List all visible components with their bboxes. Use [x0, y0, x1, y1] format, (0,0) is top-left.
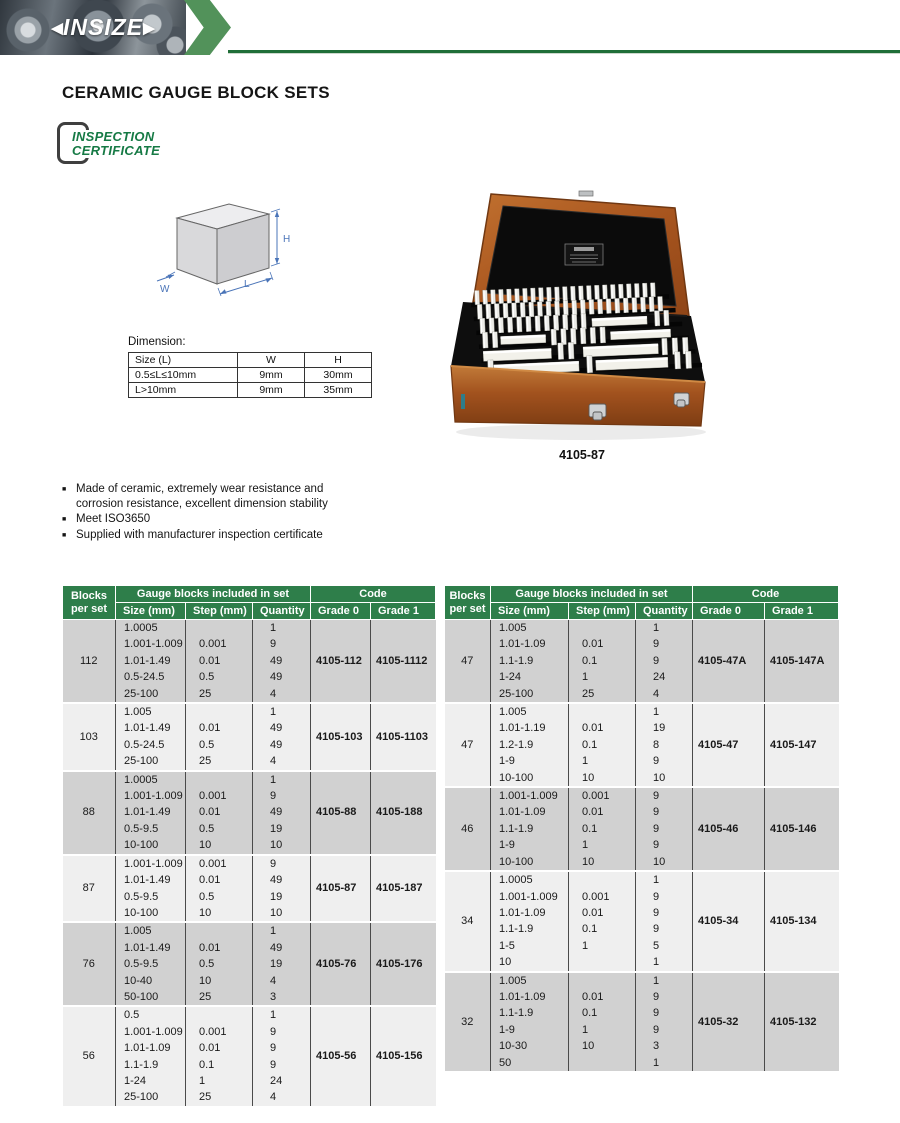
quantity-cell: 8: [636, 737, 693, 753]
step-cell: 0.5: [186, 669, 253, 685]
size-cell: 1.01-1.49: [116, 940, 186, 956]
size-cell: 1.01-1.09: [491, 989, 569, 1005]
table-row: [63, 703, 436, 720]
quantity-cell: 24: [253, 1073, 311, 1089]
header-quantity: Quantity: [636, 603, 693, 620]
size-cell: 0.5-24.5: [116, 669, 186, 685]
quantity-cell: 10: [636, 854, 693, 871]
step-cell: 0.01: [186, 872, 253, 888]
table-row: [445, 703, 839, 720]
insize-logo: [28, 14, 178, 41]
quantity-cell: 9: [253, 855, 311, 872]
table-row: [63, 620, 436, 637]
size-cell: 1.1-1.9: [491, 821, 569, 837]
dim-header-size: Size (L): [129, 353, 238, 368]
dim-label-w: W: [160, 284, 170, 295]
size-cell: 1.01-1.49: [116, 653, 186, 669]
quantity-cell: 1: [636, 703, 693, 720]
size-cell: 1.005: [491, 972, 569, 989]
step-cell: 0.001: [186, 636, 253, 652]
blocks-count-cell: 76: [63, 922, 116, 1006]
quantity-cell: 19: [253, 889, 311, 905]
quantity-cell: 1: [636, 620, 693, 637]
size-cell: 1.0005: [116, 771, 186, 788]
step-cell: 0.5: [186, 956, 253, 972]
step-cell: 0.01: [569, 989, 636, 1005]
step-cell: 10: [569, 770, 636, 787]
step-cell: 10: [569, 854, 636, 871]
header-grade1: Grade 1: [371, 603, 436, 620]
quantity-cell: 9: [253, 1057, 311, 1073]
dim-cell: 35mm: [305, 383, 372, 398]
header-gauge-blocks: Gauge blocks included in set: [116, 586, 311, 603]
size-cell: 1.01-1.09: [491, 636, 569, 652]
header-grade0: Grade 0: [693, 603, 765, 620]
step-cell: 0.1: [569, 653, 636, 669]
size-cell: 10-100: [491, 854, 569, 871]
size-cell: 1.01-1.49: [116, 720, 186, 736]
quantity-cell: 4: [253, 1089, 311, 1105]
step-cell: 0.1: [569, 921, 636, 937]
table-row: [445, 787, 839, 804]
step-cell: 25: [186, 686, 253, 703]
quantity-cell: 49: [253, 940, 311, 956]
quantity-cell: 9: [636, 989, 693, 1005]
header-code: Code: [311, 586, 436, 603]
table-row: [445, 620, 839, 637]
table-row: [63, 922, 436, 939]
case-shadow: [456, 424, 706, 440]
quantity-cell: 1: [253, 1006, 311, 1023]
step-cell: [569, 871, 636, 888]
step-cell: 1: [569, 837, 636, 853]
product-photo: [443, 190, 721, 453]
size-cell: 1-24: [116, 1073, 186, 1089]
step-cell: 0.001: [186, 1024, 253, 1040]
size-cell: 10-100: [116, 837, 186, 854]
quantity-cell: 49: [253, 737, 311, 753]
size-cell: 25-100: [116, 1089, 186, 1105]
step-cell: 0.5: [186, 821, 253, 837]
certificate-label: INSPECTION CERTIFICATE: [72, 129, 161, 158]
table-row: [445, 871, 839, 888]
dimension-table: [128, 352, 372, 398]
blocks-count-cell: 34: [445, 871, 491, 971]
step-cell: 0.1: [569, 737, 636, 753]
step-cell: 1: [569, 1022, 636, 1038]
quantity-cell: 1: [253, 703, 311, 720]
size-cell: 1.01-1.09: [116, 1040, 186, 1056]
size-cell: 1-9: [491, 753, 569, 769]
size-cell: 0.5-9.5: [116, 956, 186, 972]
size-cell: 1.001-1.009: [116, 855, 186, 872]
grade0-code-cell: 4105-56: [311, 1006, 371, 1105]
product-code: 4105-87: [559, 448, 605, 462]
step-cell: 25: [186, 1089, 253, 1105]
size-cell: 25-100: [116, 686, 186, 703]
quantity-cell: 1: [636, 972, 693, 989]
quantity-cell: 9: [636, 1005, 693, 1021]
quantity-cell: 9: [636, 804, 693, 820]
quantity-cell: 10: [253, 837, 311, 854]
size-cell: 1.001-1.009: [116, 788, 186, 804]
size-cell: 1-9: [491, 837, 569, 853]
dim-cell: 9mm: [238, 368, 305, 383]
step-cell: 0.01: [186, 940, 253, 956]
dimension-caption: Dimension:: [128, 336, 186, 348]
step-cell: 10: [186, 973, 253, 989]
quantity-cell: 4: [636, 686, 693, 703]
size-cell: 1.0005: [116, 620, 186, 637]
size-cell: 1.005: [116, 922, 186, 939]
step-cell: 0.001: [569, 787, 636, 804]
feature-list: [62, 482, 352, 543]
gauge-block-diagram: [152, 198, 302, 313]
dim-header-w: W: [238, 353, 305, 368]
quantity-cell: 9: [636, 653, 693, 669]
side-latch: [674, 393, 689, 407]
size-cell: 1.01-1.09: [491, 804, 569, 820]
step-cell: [569, 620, 636, 637]
dim-cell: 0.5≤L≤10mm: [129, 368, 238, 383]
size-cell: 1.1-1.9: [491, 1005, 569, 1021]
quantity-cell: 4: [253, 753, 311, 770]
step-cell: 0.01: [569, 636, 636, 652]
grade1-code-cell: 4105-147: [765, 703, 839, 787]
feature-item: ■ Supplied with manufacturer inspection certificate: [62, 528, 352, 543]
size-cell: 10-100: [491, 770, 569, 787]
quantity-cell: 19: [253, 956, 311, 972]
gauge-sets-table-right: [444, 585, 839, 1071]
step-cell: [186, 771, 253, 788]
step-cell: 1: [569, 669, 636, 685]
size-cell: 25-100: [116, 753, 186, 770]
quantity-cell: 5: [636, 938, 693, 954]
header-blocks-per-set: Blocks per set: [445, 586, 491, 620]
grade0-code-cell: 4105-47: [693, 703, 765, 787]
quantity-cell: 9: [253, 1024, 311, 1040]
feature-item: ■ Made of ceramic, extremely wear resistance and corrosion resistance, excellent dimension stability: [62, 482, 352, 511]
size-cell: 1.005: [491, 703, 569, 720]
step-cell: 0.5: [186, 737, 253, 753]
grade1-code-cell: 4105-146: [765, 787, 839, 871]
blocks-count-cell: 88: [63, 771, 116, 855]
header-grade1: Grade 1: [765, 603, 839, 620]
side-tag: [461, 394, 465, 409]
step-cell: 25: [186, 753, 253, 770]
size-cell: 1.005: [116, 703, 186, 720]
blocks-count-cell: 103: [63, 703, 116, 771]
quantity-cell: 1: [253, 922, 311, 939]
step-cell: [569, 703, 636, 720]
blocks-count-cell: 87: [63, 855, 116, 923]
logo-right-arrow-icon: ▶: [143, 20, 155, 37]
grade1-code-cell: 4105-134: [765, 871, 839, 971]
header-rule: [228, 50, 900, 54]
step-cell: 0.01: [569, 804, 636, 820]
dim-label-h: H: [283, 234, 291, 245]
size-cell: 1.1-1.9: [116, 1057, 186, 1073]
blocks-count-cell: 47: [445, 703, 491, 787]
blocks-count-cell: 56: [63, 1006, 116, 1105]
grade1-code-cell: 4105-176: [371, 922, 436, 1006]
size-cell: 1.001-1.009: [116, 1024, 186, 1040]
quantity-cell: 9: [636, 636, 693, 652]
step-cell: 10: [569, 1038, 636, 1054]
dim-cell: L>10mm: [129, 383, 238, 398]
step-cell: [186, 620, 253, 637]
quantity-cell: 9: [253, 636, 311, 652]
size-cell: 0.5-9.5: [116, 821, 186, 837]
page-title: CERAMIC GAUGE BLOCK SETS: [62, 83, 330, 102]
step-cell: 0.001: [186, 855, 253, 872]
size-cell: 1.005: [491, 620, 569, 637]
quantity-cell: 49: [253, 804, 311, 820]
step-cell: 0.01: [186, 653, 253, 669]
quantity-cell: 9: [636, 1022, 693, 1038]
step-cell: 0.1: [569, 1005, 636, 1021]
header-step: Step (mm): [186, 603, 253, 620]
grade0-code-cell: 4105-47A: [693, 620, 765, 704]
size-cell: 0.5-24.5: [116, 737, 186, 753]
quantity-cell: 9: [253, 1040, 311, 1056]
quantity-cell: 24: [636, 669, 693, 685]
green-chevron-icon: [184, 0, 231, 55]
step-cell: 0.1: [186, 1057, 253, 1073]
dim-header-h: H: [305, 353, 372, 368]
size-cell: 50: [491, 1055, 569, 1071]
size-cell: 1.01-1.49: [116, 804, 186, 820]
size-cell: 1.01-1.49: [116, 872, 186, 888]
header-size: Size (mm): [116, 603, 186, 620]
inspection-certificate-badge: [57, 120, 197, 170]
step-cell: [186, 1006, 253, 1023]
step-cell: 25: [569, 686, 636, 703]
header-gauge-blocks: Gauge blocks included in set: [491, 586, 693, 603]
step-cell: 0.01: [569, 905, 636, 921]
grade0-code-cell: 4105-32: [693, 972, 765, 1071]
quantity-cell: 9: [636, 787, 693, 804]
step-cell: 1: [569, 938, 636, 954]
grade1-code-cell: 4105-132: [765, 972, 839, 1071]
size-cell: 1.001-1.009: [491, 787, 569, 804]
quantity-cell: 9: [253, 788, 311, 804]
size-cell: 1.1-1.9: [491, 653, 569, 669]
quantity-cell: 19: [636, 720, 693, 736]
dim-cell: 9mm: [238, 383, 305, 398]
header-step: Step (mm): [569, 603, 636, 620]
size-cell: 1.01-1.09: [491, 905, 569, 921]
quantity-cell: 3: [253, 989, 311, 1006]
size-cell: 1.001-1.009: [491, 889, 569, 905]
size-cell: 10-30: [491, 1038, 569, 1054]
size-cell: 1.2-1.9: [491, 737, 569, 753]
table-row: [63, 855, 436, 872]
header-grade0: Grade 0: [311, 603, 371, 620]
grade0-code-cell: 4105-87: [311, 855, 371, 923]
grade1-code-cell: 4105-156: [371, 1006, 436, 1105]
quantity-cell: 10: [253, 905, 311, 922]
step-cell: [186, 922, 253, 939]
grade1-code-cell: 4105-147A: [765, 620, 839, 704]
grade1-code-cell: 4105-1112: [371, 620, 436, 704]
header-code: Code: [693, 586, 839, 603]
header-quantity: Quantity: [253, 603, 311, 620]
size-cell: 1.1-1.9: [491, 921, 569, 937]
grade0-code-cell: 4105-112: [311, 620, 371, 704]
grade0-code-cell: 4105-76: [311, 922, 371, 1006]
grade0-code-cell: 4105-103: [311, 703, 371, 771]
block-left-face: [177, 218, 217, 284]
quantity-cell: 9: [636, 753, 693, 769]
step-cell: 0.5: [186, 889, 253, 905]
grade0-code-cell: 4105-46: [693, 787, 765, 871]
grade0-code-cell: 4105-34: [693, 871, 765, 971]
quantity-cell: 1: [636, 954, 693, 971]
quantity-cell: 49: [253, 653, 311, 669]
quantity-cell: 1: [253, 620, 311, 637]
quantity-cell: 49: [253, 669, 311, 685]
quantity-cell: 4: [253, 686, 311, 703]
quantity-cell: 9: [636, 837, 693, 853]
size-cell: 25-100: [491, 686, 569, 703]
grade0-code-cell: 4105-88: [311, 771, 371, 855]
step-cell: 1: [569, 753, 636, 769]
feature-item: ■ Meet ISO3650: [62, 512, 352, 527]
size-cell: 0.5-9.5: [116, 889, 186, 905]
quantity-cell: 9: [636, 921, 693, 937]
size-cell: 1-5: [491, 938, 569, 954]
step-cell: 0.1: [569, 821, 636, 837]
step-cell: [569, 1055, 636, 1071]
table-row: [63, 771, 436, 788]
size-cell: 10-40: [116, 973, 186, 989]
grade1-code-cell: 4105-188: [371, 771, 436, 855]
step-cell: [569, 972, 636, 989]
step-cell: 0.001: [186, 788, 253, 804]
size-cell: 1.01-1.19: [491, 720, 569, 736]
quantity-cell: 19: [253, 821, 311, 837]
header-machinery-photo: [0, 0, 186, 55]
quantity-cell: 1: [253, 771, 311, 788]
step-cell: [186, 703, 253, 720]
step-cell: 0.01: [569, 720, 636, 736]
quantity-cell: 49: [253, 720, 311, 736]
quantity-cell: 1: [636, 1055, 693, 1071]
logo-left-arrow-icon: ◀: [51, 20, 63, 37]
quantity-cell: 9: [636, 821, 693, 837]
blocks-count-cell: 32: [445, 972, 491, 1071]
step-cell: 1: [186, 1073, 253, 1089]
gauge-sets-table-left: [62, 585, 436, 1106]
size-cell: 1-9: [491, 1022, 569, 1038]
blocks-count-cell: 47: [445, 620, 491, 704]
size-cell: 10-100: [116, 905, 186, 922]
size-cell: 0.5: [116, 1006, 186, 1023]
step-cell: 25: [186, 989, 253, 1006]
step-cell: 0.01: [186, 720, 253, 736]
quantity-cell: 3: [636, 1038, 693, 1054]
quantity-cell: 49: [253, 872, 311, 888]
size-cell: 50-100: [116, 989, 186, 1006]
step-cell: [569, 954, 636, 971]
logo-text: INSIZE: [62, 14, 144, 40]
blocks-count-cell: 112: [63, 620, 116, 704]
size-cell: 1.0005: [491, 871, 569, 888]
quantity-cell: 1: [636, 871, 693, 888]
size-cell: 10: [491, 954, 569, 971]
step-cell: 10: [186, 905, 253, 922]
grade1-code-cell: 4105-1103: [371, 703, 436, 771]
quantity-cell: 9: [636, 905, 693, 921]
step-cell: 0.01: [186, 1040, 253, 1056]
quantity-cell: 10: [636, 770, 693, 787]
quantity-cell: 4: [253, 973, 311, 989]
quantity-cell: 9: [636, 889, 693, 905]
table-row: [445, 972, 839, 989]
header-size: Size (mm): [491, 603, 569, 620]
lid-latch: [579, 191, 593, 196]
header-blocks-per-set: Blocks per set: [63, 586, 116, 620]
step-cell: 0.01: [186, 804, 253, 820]
size-cell: 1-24: [491, 669, 569, 685]
step-cell: 0.001: [569, 889, 636, 905]
blocks-count-cell: 46: [445, 787, 491, 871]
size-cell: 1.001-1.009: [116, 636, 186, 652]
table-row: [63, 1006, 436, 1023]
dim-label-l: L: [244, 279, 250, 290]
step-cell: 10: [186, 837, 253, 854]
dim-cell: 30mm: [305, 368, 372, 383]
grade1-code-cell: 4105-187: [371, 855, 436, 923]
